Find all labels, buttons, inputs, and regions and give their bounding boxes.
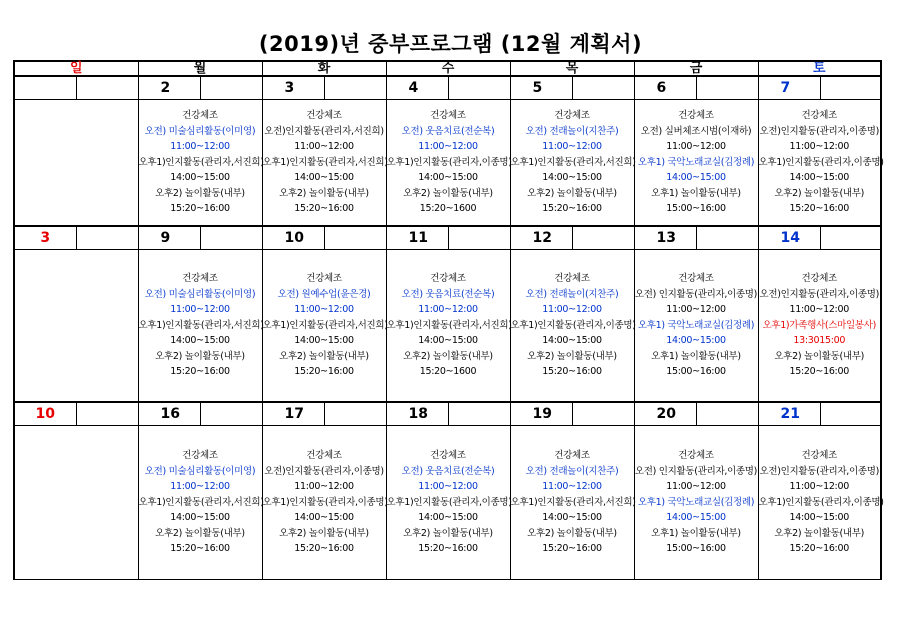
schedule-line: 14:00~15:00 bbox=[170, 172, 230, 184]
schedule-line: 14:00~15:00 bbox=[789, 172, 849, 184]
schedule-line: 건강체조 bbox=[182, 450, 218, 462]
schedule-line: 13:3015:00 bbox=[793, 335, 846, 347]
day-schedule-cell bbox=[262, 100, 386, 227]
schedule-line: 14:00~15:00 bbox=[418, 172, 478, 184]
day-schedule-cell bbox=[634, 426, 758, 580]
date-blank-cell bbox=[448, 226, 510, 250]
schedule-line: 11:00~12:00 bbox=[418, 481, 478, 493]
weekday-header: 일 bbox=[14, 61, 138, 76]
day-schedule-cell bbox=[634, 250, 758, 403]
date-blank-cell bbox=[572, 402, 634, 426]
schedule-line: 오전) 원예수업(윤은경) bbox=[277, 288, 371, 300]
schedule-line: 14:00~15:00 bbox=[294, 172, 354, 184]
schedule-line: 14:00~15:00 bbox=[170, 335, 230, 347]
schedule-line: 오전) 전래놀이(지찬주) bbox=[525, 125, 619, 137]
date-blank-cell bbox=[696, 226, 758, 250]
schedule-line: 오후2) 놀이활동(내부) bbox=[774, 350, 865, 362]
date-number: 6 bbox=[634, 76, 696, 100]
date-number: 3 bbox=[262, 76, 324, 100]
date-number: 4 bbox=[386, 76, 448, 100]
date-number: 18 bbox=[386, 402, 448, 426]
date-number: 9 bbox=[138, 226, 200, 250]
day-schedule-cell bbox=[758, 250, 881, 403]
schedule-line: 오후1)가족행사(스마일봉사) bbox=[762, 319, 877, 331]
date-number: 5 bbox=[510, 76, 572, 100]
day-schedule-cell bbox=[262, 250, 386, 403]
schedule-line: 14:00~15:00 bbox=[418, 512, 478, 524]
date-number bbox=[14, 76, 76, 100]
schedule-line: 오후1) 놀이활동(내부) bbox=[651, 527, 741, 539]
day-schedule-cell bbox=[386, 426, 510, 580]
schedule-line: 15:00~16:00 bbox=[666, 203, 726, 215]
date-number: 10 bbox=[262, 226, 324, 250]
schedule-line: 오후1)인지활동(관리자,서진희) bbox=[138, 319, 264, 331]
schedule-line: 11:00~12:00 bbox=[789, 141, 849, 153]
schedule-line: 14:00~15:00 bbox=[542, 335, 602, 347]
weekday-header: 금 bbox=[634, 61, 758, 76]
day-schedule-cell bbox=[138, 426, 262, 580]
date-blank-cell bbox=[324, 402, 386, 426]
schedule-line: 오전) 미술심리활동(이미영) bbox=[144, 125, 256, 137]
schedule-line: 건강체조 bbox=[554, 110, 590, 122]
date-number: 17 bbox=[262, 402, 324, 426]
schedule-line: 오후2) 놀이활동(내부) bbox=[527, 350, 617, 362]
schedule-line: 오전) 인지활동(관리자,이종명) bbox=[634, 288, 758, 300]
schedule-line: 11:00~12:00 bbox=[418, 304, 478, 316]
day-schedule-cell bbox=[386, 250, 510, 403]
schedule-line: 14:00~15:00 bbox=[294, 335, 354, 347]
schedule-line: 15:20~16:00 bbox=[542, 366, 602, 378]
schedule-line: 14:00~15:00 bbox=[666, 172, 726, 184]
schedule-line: 오후1) 국악노래교실(김정례) bbox=[637, 319, 755, 331]
schedule-line: 오전) 웃음치료(전순복) bbox=[401, 125, 495, 137]
schedule-line: 오후1)인지활동(관리자,서진희) bbox=[386, 319, 512, 331]
schedule-line: 오후2) 놀이활동(내부) bbox=[403, 527, 493, 539]
schedule-line: 11:00~12:00 bbox=[294, 141, 354, 153]
schedule-line: 건강체조 bbox=[678, 110, 714, 122]
date-blank-cell bbox=[76, 402, 138, 426]
schedule-line: 오후2) 놀이활동(내부) bbox=[155, 187, 245, 199]
schedule-line: 오후1)인지활동(관리자,서진희) bbox=[262, 319, 388, 331]
schedule-line: 오후1)인지활동(관리자,이종명) bbox=[386, 496, 512, 508]
schedule-line: 14:00~15:00 bbox=[418, 335, 478, 347]
day-schedule-cell bbox=[262, 426, 386, 580]
schedule-line: 건강체조 bbox=[306, 450, 342, 462]
schedule-line: 오후2) 놀이활동(내부) bbox=[279, 527, 369, 539]
schedule-line: 15:20~16:00 bbox=[294, 203, 354, 215]
schedule-line: 건강체조 bbox=[678, 273, 714, 285]
date-number: 2 bbox=[138, 76, 200, 100]
date-number: 13 bbox=[634, 226, 696, 250]
date-blank-cell bbox=[448, 402, 510, 426]
schedule-line: 14:00~15:00 bbox=[170, 512, 230, 524]
schedule-line: 11:00~12:00 bbox=[294, 304, 354, 316]
schedule-line: 15:20~16:00 bbox=[170, 366, 230, 378]
schedule-line: 14:00~15:00 bbox=[666, 335, 726, 347]
schedule-line: 11:00~12:00 bbox=[666, 304, 726, 316]
schedule-line: 오후1)인지활동(관리자,이종명) bbox=[758, 156, 884, 168]
date-number: 20 bbox=[634, 402, 696, 426]
schedule-line: 건강체조 bbox=[554, 273, 590, 285]
schedule-line: 오후1)인지활동(관리자,서진희) bbox=[138, 496, 264, 508]
schedule-line: 15:20~16:00 bbox=[542, 203, 602, 215]
date-blank-cell bbox=[696, 76, 758, 100]
schedule-line: 11:00~12:00 bbox=[294, 481, 354, 493]
schedule-line: 오전) 실버체조시범(이재하) bbox=[640, 125, 752, 137]
schedule-line: 15:20~16:00 bbox=[294, 366, 354, 378]
schedule-line: 11:00~12:00 bbox=[542, 481, 602, 493]
schedule-line: 건강체조 bbox=[306, 273, 342, 285]
date-blank-cell bbox=[572, 76, 634, 100]
date-blank-cell bbox=[324, 226, 386, 250]
schedule-line: 오후1)인지활동(관리자,이종명) bbox=[758, 496, 884, 508]
date-blank-cell bbox=[448, 76, 510, 100]
date-blank-cell bbox=[820, 226, 881, 250]
schedule-line: 오전)인지활동(관리자,이종명) bbox=[264, 465, 384, 477]
schedule-line: 14:00~15:00 bbox=[542, 512, 602, 524]
date-blank-cell bbox=[696, 402, 758, 426]
schedule-line: 건강체조 bbox=[430, 273, 466, 285]
weekday-header: 토 bbox=[758, 61, 881, 76]
schedule-line: 11:00~12:00 bbox=[789, 304, 849, 316]
schedule-line: 오후1) 놀이활동(내부) bbox=[651, 187, 741, 199]
schedule-line: 오전)인지활동(관리자,서진희) bbox=[264, 125, 384, 137]
weekday-header: 화 bbox=[262, 61, 386, 76]
schedule-line: 11:00~12:00 bbox=[666, 141, 726, 153]
day-schedule-cell bbox=[510, 250, 634, 403]
schedule-line: 건강체조 bbox=[801, 273, 837, 285]
schedule-line: 15:20~1600 bbox=[419, 203, 477, 215]
schedule-line: 15:20~16:00 bbox=[789, 543, 849, 555]
schedule-line: 오전) 미술심리활동(이미영) bbox=[144, 465, 256, 477]
schedule-line: 오후1)인지활동(관리자,이종명) bbox=[386, 156, 512, 168]
schedule-line: 건강체조 bbox=[430, 450, 466, 462]
schedule-line: 15:20~16:00 bbox=[294, 543, 354, 555]
schedule-line: 11:00~12:00 bbox=[542, 141, 602, 153]
schedule-line: 오후2) 놀이활동(내부) bbox=[527, 187, 617, 199]
schedule-line: 오후1) 국악노래교실(김정례) bbox=[637, 156, 755, 168]
schedule-line: 오전) 웃음치료(전순복) bbox=[401, 288, 495, 300]
date-number: 14 bbox=[758, 226, 820, 250]
schedule-line: 오전) 전래놀이(지찬주) bbox=[525, 288, 619, 300]
schedule-line: 오후2) 놀이활동(내부) bbox=[527, 527, 617, 539]
schedule-line: 오후1)인지활동(관리자,서진희) bbox=[138, 156, 264, 168]
schedule-line: 11:00~12:00 bbox=[170, 304, 230, 316]
schedule-line: 15:20~16:00 bbox=[170, 543, 230, 555]
weekday-header: 목 bbox=[510, 61, 634, 76]
date-number: 11 bbox=[386, 226, 448, 250]
schedule-line: 건강체조 bbox=[182, 273, 218, 285]
date-blank-cell bbox=[820, 76, 881, 100]
schedule-line: 11:00~12:00 bbox=[170, 141, 230, 153]
weekday-header: 수 bbox=[386, 61, 510, 76]
schedule-line: 오후2) 놀이활동(내부) bbox=[155, 350, 245, 362]
monthly-schedule-table bbox=[13, 60, 882, 580]
schedule-line: 11:00~12:00 bbox=[666, 481, 726, 493]
day-schedule-cell bbox=[386, 100, 510, 227]
day-schedule-cell bbox=[758, 100, 884, 227]
schedule-line: 11:00~12:00 bbox=[542, 304, 602, 316]
date-blank-cell bbox=[324, 76, 386, 100]
schedule-line: 오후1) 놀이활동(내부) bbox=[651, 350, 741, 362]
date-number: 7 bbox=[758, 76, 820, 100]
schedule-line: 15:00~16:00 bbox=[666, 366, 726, 378]
schedule-line: 15:20~16:00 bbox=[789, 203, 849, 215]
schedule-line: 오전) 전래놀이(지찬주) bbox=[525, 465, 619, 477]
day-schedule-cell bbox=[634, 100, 758, 227]
schedule-line: 오전) 인지활동(관리자,이종명) bbox=[634, 465, 758, 477]
schedule-line: 건강체조 bbox=[182, 110, 218, 122]
schedule-line: 건강체조 bbox=[306, 110, 342, 122]
day-schedule-cell bbox=[510, 426, 634, 580]
date-blank-cell bbox=[76, 76, 138, 100]
schedule-line: 11:00~12:00 bbox=[170, 481, 230, 493]
page-title: (2019)년 중부프로그램 (12월 계획서) bbox=[258, 32, 643, 56]
day-schedule-cell bbox=[138, 100, 262, 227]
date-number: 12 bbox=[510, 226, 572, 250]
schedule-line: 15:20~16:00 bbox=[789, 366, 849, 378]
schedule-line: 오후2) 놀이활동(내부) bbox=[774, 187, 865, 199]
date-number: 3 bbox=[14, 226, 76, 250]
schedule-line: 오후1)인지활동(관리자,서진희) bbox=[262, 156, 388, 168]
schedule-line: 15:20~1600 bbox=[419, 366, 477, 378]
schedule-line: 오후2) 놀이활동(내부) bbox=[155, 527, 245, 539]
day-schedule-cell bbox=[510, 100, 634, 227]
schedule-line: 건강체조 bbox=[554, 450, 590, 462]
date-number: 19 bbox=[510, 402, 572, 426]
date-blank-cell bbox=[820, 402, 881, 426]
schedule-line: 오후1)인지활동(관리자,이종명) bbox=[510, 319, 636, 331]
schedule-line: 14:00~15:00 bbox=[542, 172, 602, 184]
schedule-line: 11:00~12:00 bbox=[418, 141, 478, 153]
schedule-line: 오후1)인지활동(관리자,서진희) bbox=[510, 496, 636, 508]
schedule-line: 15:20~16:00 bbox=[170, 203, 230, 215]
date-blank-cell bbox=[572, 226, 634, 250]
day-schedule-cell bbox=[138, 250, 262, 403]
schedule-line: 14:00~15:00 bbox=[666, 512, 726, 524]
date-number: 16 bbox=[138, 402, 200, 426]
schedule-line: 오후1)인지활동(관리자,이종명) bbox=[262, 496, 388, 508]
schedule-line: 오전)인지활동(관리자,이종명) bbox=[759, 125, 879, 137]
day-schedule-cell bbox=[14, 426, 138, 580]
schedule-line: 건강체조 bbox=[430, 110, 466, 122]
schedule-line: 오전) 미술심리활동(이미영) bbox=[144, 288, 256, 300]
schedule-line: 오전) 웃음치료(전순복) bbox=[401, 465, 495, 477]
schedule-line: 오후2) 놀이활동(내부) bbox=[279, 187, 369, 199]
schedule-line: 15:20~16:00 bbox=[542, 543, 602, 555]
schedule-line: 오후1)인지활동(관리자,서진희) bbox=[510, 156, 636, 168]
schedule-line: 15:00~16:00 bbox=[666, 543, 726, 555]
day-schedule-cell bbox=[758, 426, 884, 580]
date-blank-cell bbox=[200, 76, 262, 100]
schedule-line: 오후2) 놀이활동(내부) bbox=[403, 187, 493, 199]
date-number: 21 bbox=[758, 402, 820, 426]
schedule-line: 오전)인지활동(관리자,이종명) bbox=[759, 465, 879, 477]
day-schedule-cell bbox=[14, 100, 138, 227]
schedule-line: 오후1) 국악노래교실(김정례) bbox=[637, 496, 755, 508]
date-number: 10 bbox=[14, 402, 76, 426]
schedule-line: 오후2) 놀이활동(내부) bbox=[279, 350, 369, 362]
schedule-line: 건강체조 bbox=[678, 450, 714, 462]
schedule-line: 오후2) 놀이활동(내부) bbox=[774, 527, 865, 539]
weekday-header: 월 bbox=[138, 61, 262, 76]
date-blank-cell bbox=[200, 402, 262, 426]
schedule-line: 15:20~16:00 bbox=[418, 543, 478, 555]
schedule-line: 14:00~15:00 bbox=[294, 512, 354, 524]
schedule-line: 11:00~12:00 bbox=[789, 481, 849, 493]
schedule-line: 14:00~15:00 bbox=[789, 512, 849, 524]
day-schedule-cell bbox=[14, 250, 138, 403]
schedule-line: 건강체조 bbox=[801, 450, 837, 462]
schedule-line: 오전)인지활동(관리자,이종명) bbox=[759, 288, 879, 300]
date-blank-cell bbox=[76, 226, 138, 250]
schedule-line: 오후2) 놀이활동(내부) bbox=[403, 350, 493, 362]
schedule-line: 건강체조 bbox=[801, 110, 837, 122]
date-blank-cell bbox=[200, 226, 262, 250]
